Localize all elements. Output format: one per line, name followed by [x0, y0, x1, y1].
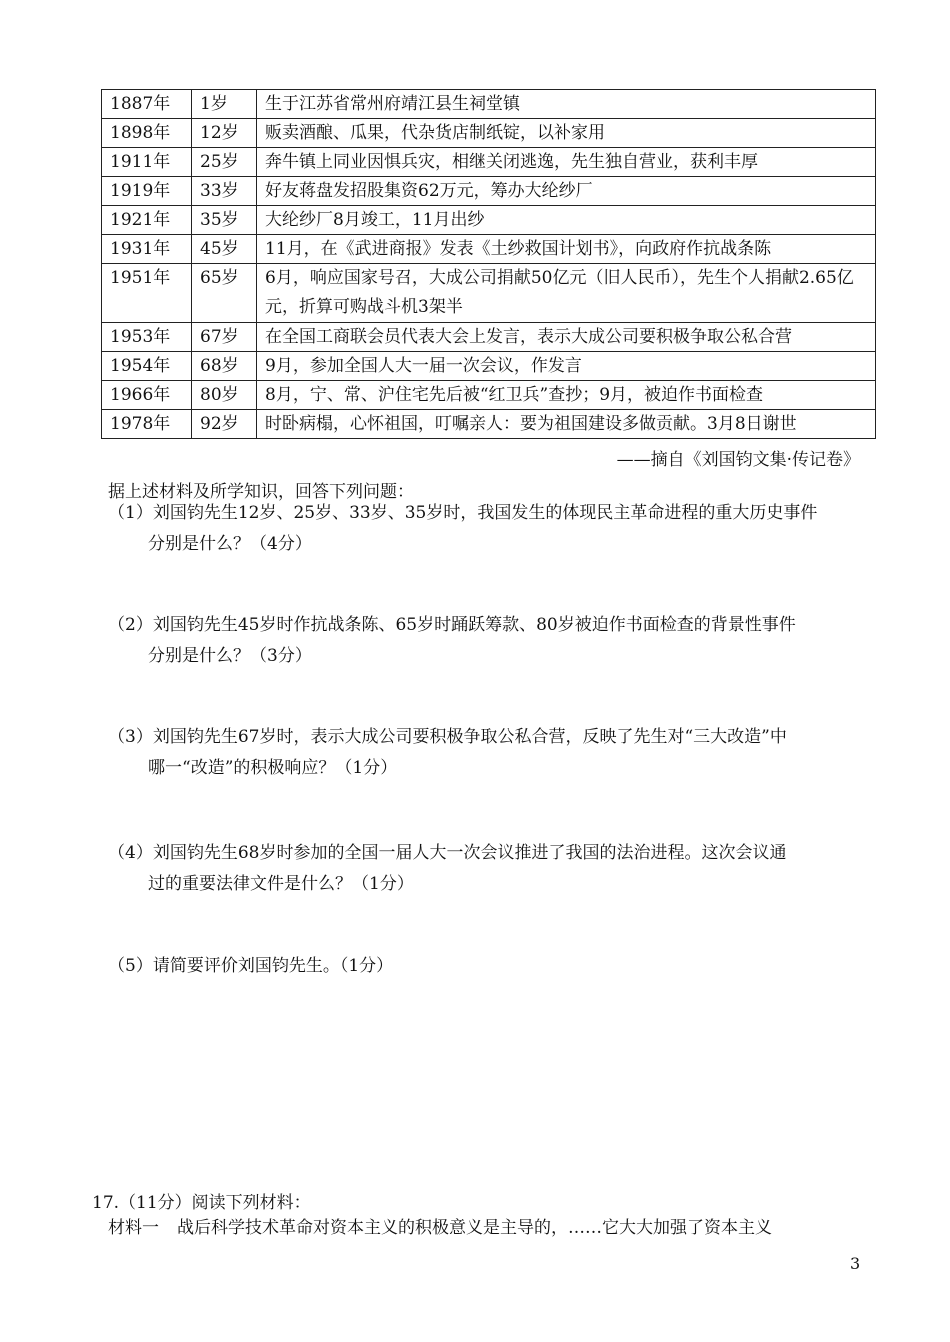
age-cell: 1岁 — [192, 90, 257, 119]
event-cell: 在全国工商联会员代表大会上发言，表示大成公司要积极争取公私合营 — [257, 323, 876, 352]
page-number: 3 — [850, 1254, 861, 1273]
timeline-row — [102, 410, 876, 439]
year-cell: 1954年 — [102, 352, 192, 381]
age-cell: 92岁 — [192, 410, 257, 439]
year-cell: 1887年 — [102, 90, 192, 119]
age-cell: 67岁 — [192, 323, 257, 352]
timeline-row — [102, 352, 876, 381]
age-cell: 45岁 — [192, 235, 257, 264]
age-cell: 12岁 — [192, 119, 257, 148]
material-label: 材料一 — [108, 1218, 159, 1238]
event-cell: 好友蒋盘发招股集资62万元，筹办大纶纱厂 — [257, 177, 876, 206]
timeline-row — [102, 119, 876, 148]
event-cell: 9月，参加全国人大一届一次会议，作发言 — [257, 352, 876, 381]
event-cell: 奔牛镇上同业因惧兵灾，相继关闭逃逸，先生独自营业，获利丰厚 — [257, 148, 876, 177]
event-cell: 贩卖酒酿、瓜果，代杂货店制纸锭，以补家用 — [257, 119, 876, 148]
event-cell: 大纶纱厂8月竣工，11月出纱 — [257, 206, 876, 235]
question-4-line2: 过的重要法律文件是什么？（1分） — [148, 874, 414, 894]
question-17-heading: 17.（11分）阅读下列材料： — [92, 1193, 311, 1213]
year-cell: 1951年 — [102, 264, 192, 323]
age-cell: 80岁 — [192, 381, 257, 410]
age-cell: 35岁 — [192, 206, 257, 235]
year-cell: 1919年 — [102, 177, 192, 206]
year-cell: 1966年 — [102, 381, 192, 410]
question-2-line2: 分别是什么？（3分） — [148, 646, 312, 666]
question-5 — [108, 951, 878, 982]
question-1 — [108, 498, 878, 560]
age-cell: 25岁 — [192, 148, 257, 177]
year-cell: 1953年 — [102, 323, 192, 352]
event-cell: 生于江苏省常州府靖江县生祠堂镇 — [257, 90, 876, 119]
question-3-line2: 哪一“改造”的积极响应？（1分） — [148, 758, 398, 778]
event-cell: 时卧病榻，心怀祖国，叮嘱亲人：要为祖国建设多做贡献。3月8日谢世 — [257, 410, 876, 439]
material-one — [108, 1213, 772, 1238]
timeline-row — [102, 148, 876, 177]
timeline-row — [102, 235, 876, 264]
event-cell: 11月，在《武进商报》发表《土纱救国计划书》，向政府作抗战条陈 — [257, 235, 876, 264]
timeline-row — [102, 90, 876, 119]
timeline-row — [102, 264, 876, 323]
age-cell: 33岁 — [192, 177, 257, 206]
timeline-row — [102, 323, 876, 352]
question-5-line1: （5）请简要评价刘国钧先生。（1分） — [108, 956, 394, 976]
age-cell: 65岁 — [192, 264, 257, 323]
instruction-text: 据上述材料及所学知识，回答下列问题： — [108, 482, 414, 502]
timeline-row — [102, 206, 876, 235]
event-cell: 6月，响应国家号召，大成公司捐献50亿元（旧人民币），先生个人捐献2.65亿元，折算可购战斗机3架半 — [257, 264, 876, 323]
year-cell: 1898年 — [102, 119, 192, 148]
question-1-line2: 分别是什么？（4分） — [148, 534, 312, 554]
material-text: 战后科学技术革命对资本主义的积极意义是主导的，……它大大加强了资本主义 — [177, 1218, 772, 1238]
question-4 — [108, 838, 878, 900]
event-cell: 8月，宁、常、沪住宅先后被“红卫兵”查抄；9月，被迫作书面检查 — [257, 381, 876, 410]
timeline-row — [102, 381, 876, 410]
question-4-line1: （4）刘国钧先生68岁时参加的全国一届人大一次会议推进了我国的法治进程。这次会议通 — [108, 843, 787, 863]
timeline-row — [102, 177, 876, 206]
year-cell: 1911年 — [102, 148, 192, 177]
year-cell: 1931年 — [102, 235, 192, 264]
source-citation: ——摘自《刘国钧文集·传记卷》 — [616, 450, 860, 470]
timeline-table — [101, 89, 876, 439]
year-cell: 1921年 — [102, 206, 192, 235]
question-2 — [108, 610, 878, 672]
question-3 — [108, 722, 878, 784]
question-1-line1: （1）刘国钧先生12岁、25岁、33岁、35岁时，我国发生的体现民主革命进程的重大历史事件 — [108, 503, 818, 523]
question-3-line1: （3）刘国钧先生67岁时，表示大成公司要积极争取公私合营，反映了先生对“三大改造”中 — [108, 727, 787, 747]
age-cell: 68岁 — [192, 352, 257, 381]
year-cell: 1978年 — [102, 410, 192, 439]
question-2-line1: （2）刘国钧先生45岁时作抗战条陈、65岁时踊跃筹款、80岁被迫作书面检查的背景性事件 — [108, 615, 796, 635]
